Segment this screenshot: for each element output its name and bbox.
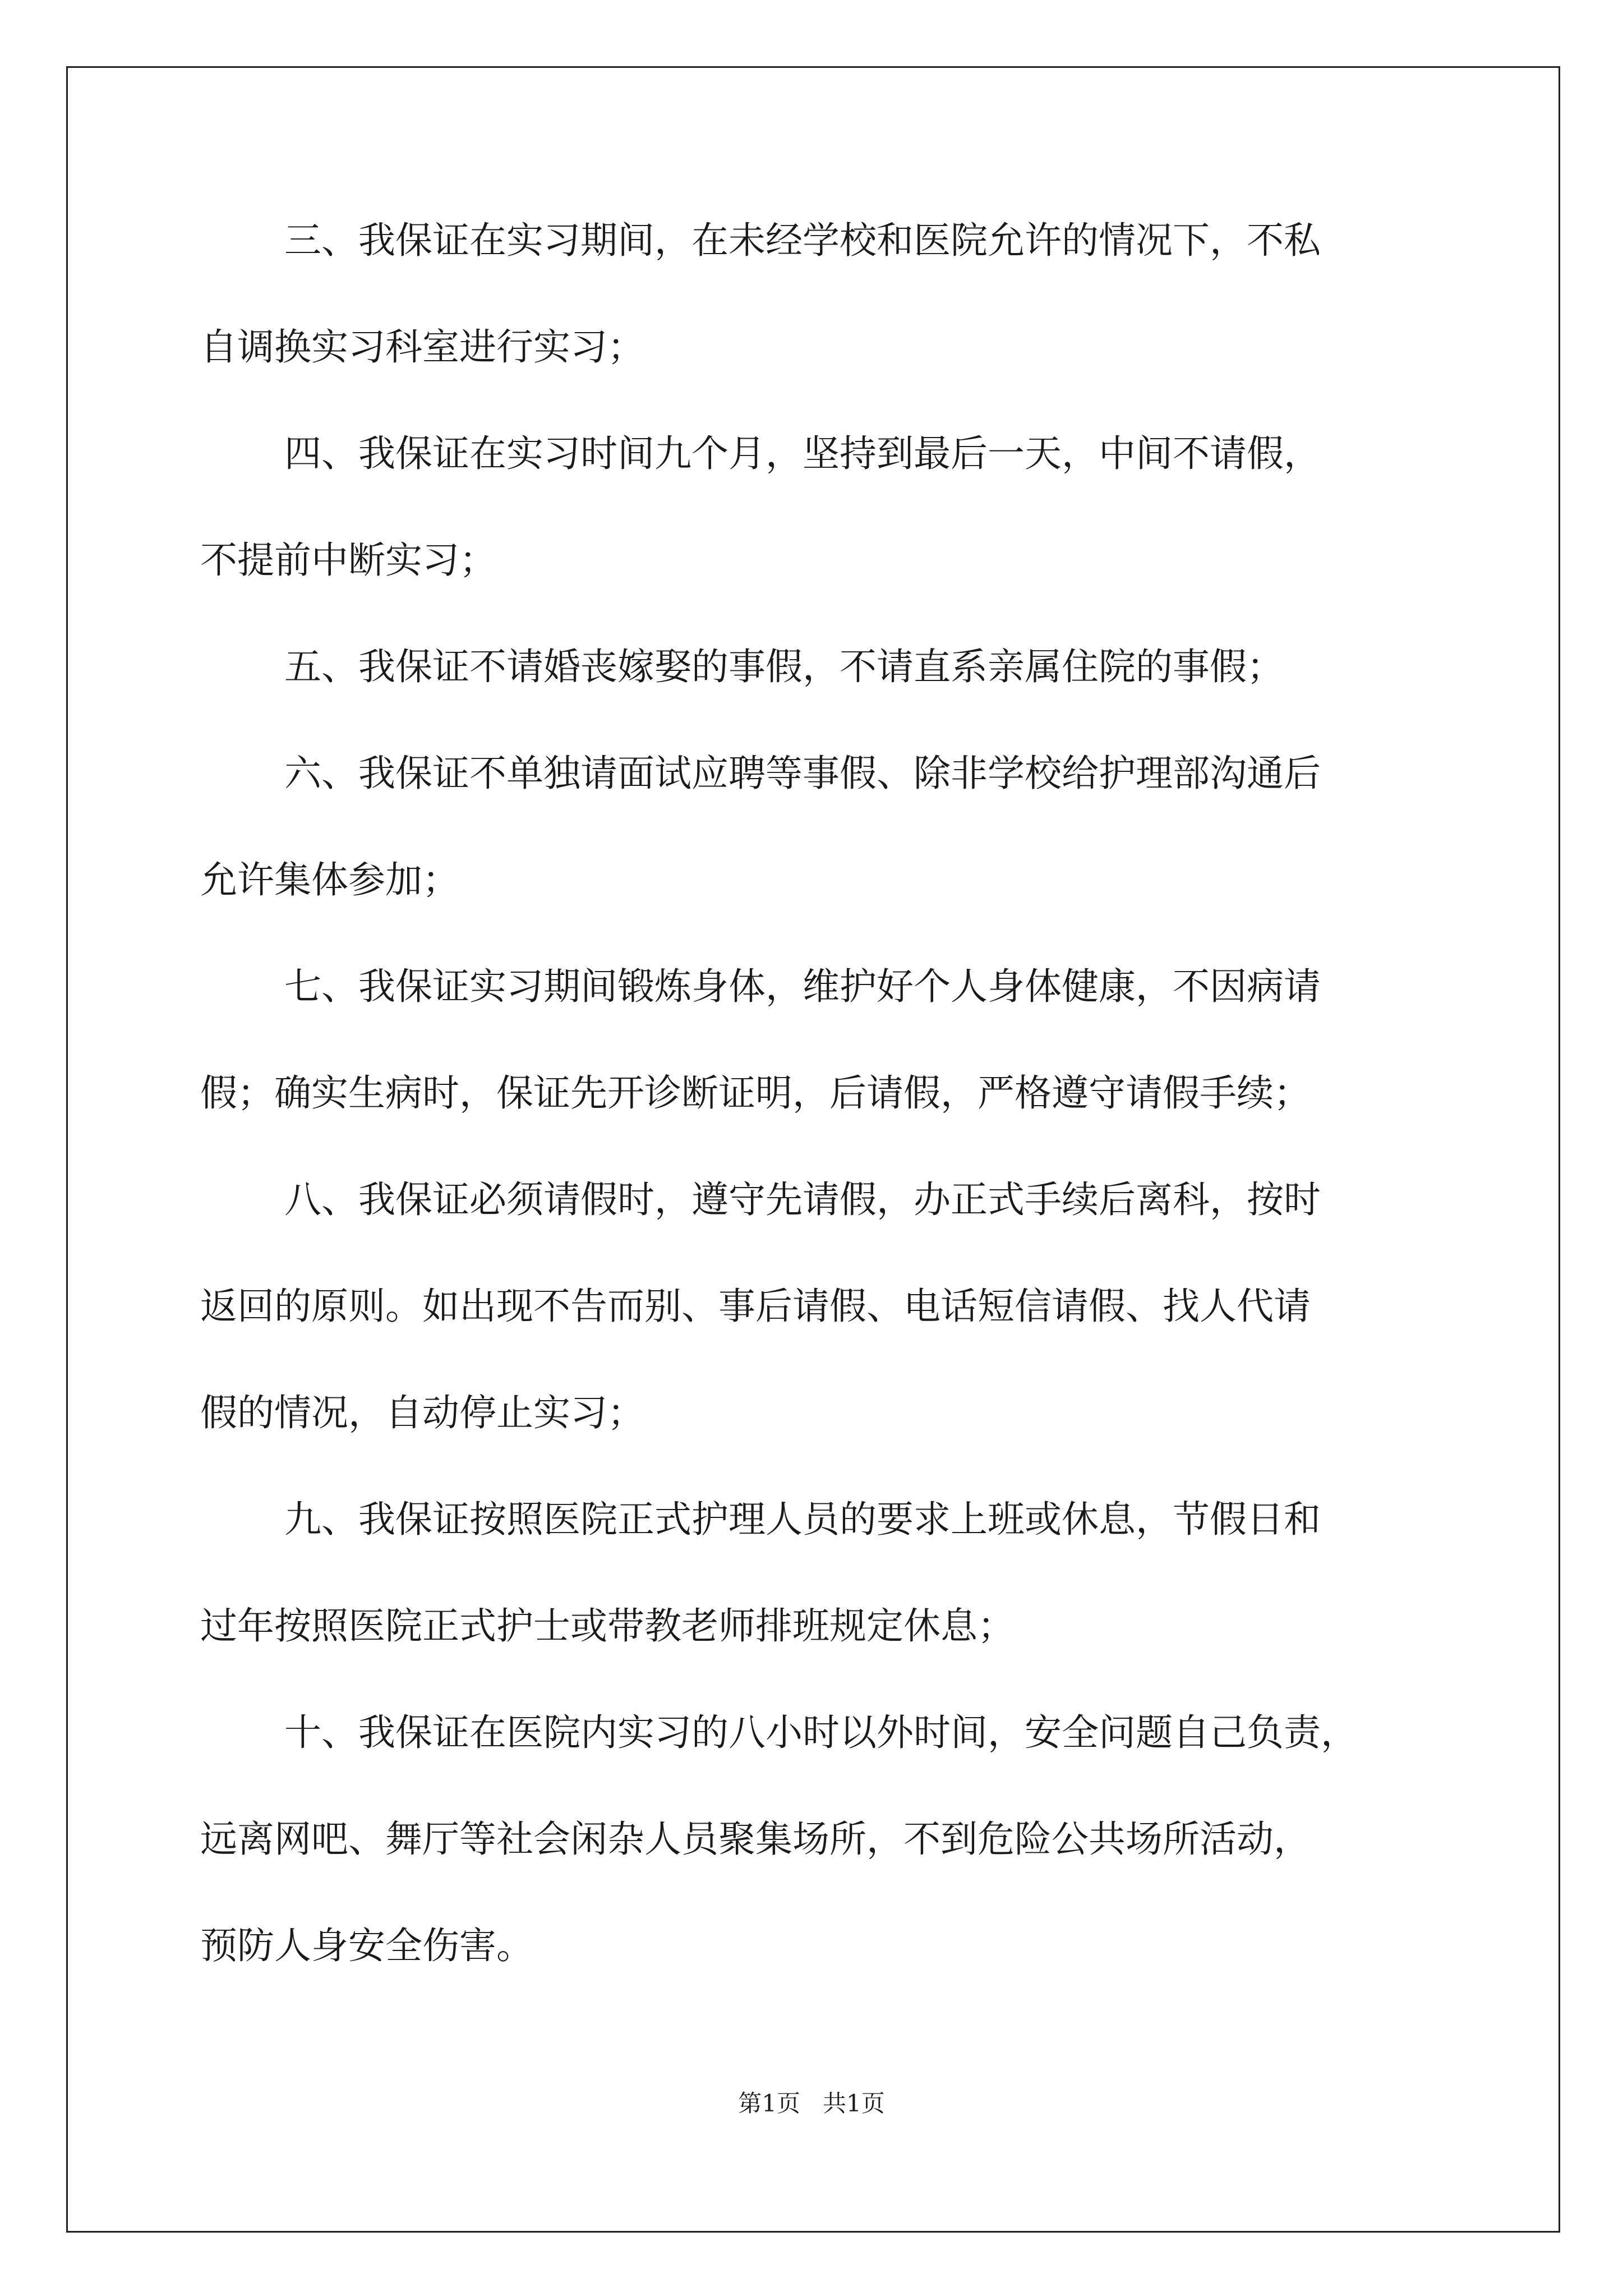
- paragraph-9-line-1: 九、我保证按照医院正式护理人员的要求上班或休息，节假日和: [284, 1498, 1321, 1541]
- paragraph-3-line-1: 三、我保证在实习期间，在未经学校和医院允许的情况下，不私: [284, 219, 1321, 262]
- paragraph-5-line-1: 五、我保证不请婚丧嫁娶的事假，不请直系亲属住院的事假；: [284, 645, 1284, 688]
- page-number-footer: 第1页 共1页: [738, 2090, 885, 2117]
- paragraph-7-line-1: 七、我保证实习期间锻炼身体，维护好个人身体健康，不因病请: [284, 965, 1321, 1008]
- paragraph-10-line-1: 十、我保证在医院内实习的八小时以外时间，安全问题自己负责，: [284, 1711, 1358, 1754]
- page-border: [66, 66, 1560, 2233]
- paragraph-9-line-2: 过年按照医院正式护士或带教老师排班规定休息；: [200, 1604, 1015, 1648]
- paragraph-10-line-3: 预防人身安全伤害。: [200, 1924, 533, 1967]
- paragraph-4-line-2: 不提前中断实习；: [200, 539, 496, 582]
- paragraph-8-line-3: 假的情况，自动停止实习；: [200, 1391, 644, 1434]
- paragraph-8-line-1: 八、我保证必须请假时，遵守先请假，办正式手续后离科，按时: [284, 1178, 1321, 1221]
- paragraph-4-line-1: 四、我保证在实习时间九个月，坚持到最后一天，中间不请假，: [284, 432, 1321, 475]
- paragraph-7-line-2: 假；确实生病时，保证先开诊断证明，后请假，严格遵守请假手续；: [200, 1071, 1311, 1115]
- paragraph-10-line-2: 远离网吧、舞厅等社会闲杂人员聚集场所，不到危险公共场所活动，: [200, 1818, 1311, 1861]
- paragraph-6-line-2: 允许集体参加；: [200, 858, 459, 901]
- paragraph-6-line-1: 六、我保证不单独请面试应聘等事假、除非学校给护理部沟通后: [284, 752, 1321, 795]
- paragraph-3-line-2: 自调换实习科室进行实习；: [200, 325, 644, 369]
- paragraph-8-line-2: 返回的原则。如出现不告而别、事后请假、电话短信请假、找人代请: [200, 1285, 1311, 1328]
